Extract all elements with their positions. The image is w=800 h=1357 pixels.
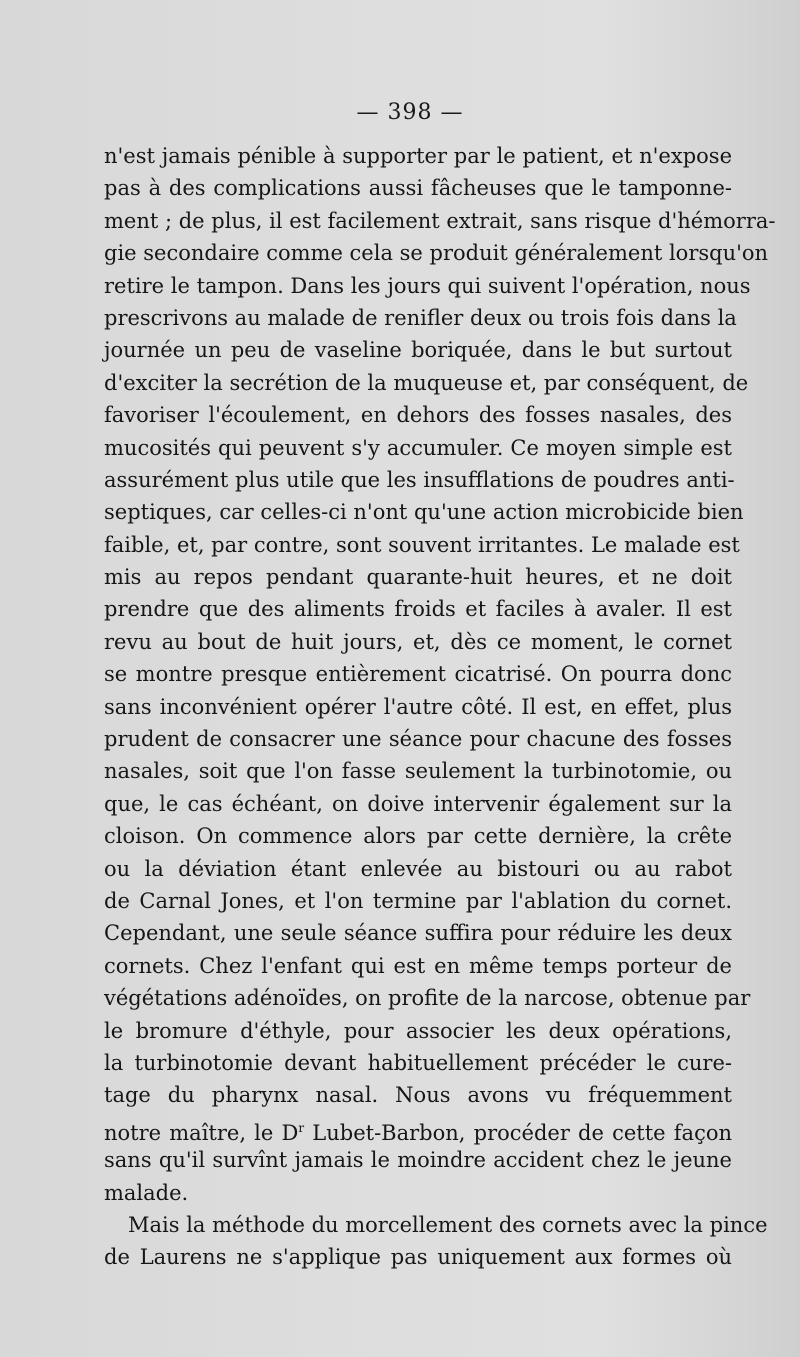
text-line (104, 1112, 732, 1144)
text-line: le bromure d'éthyle, pour associer les deux opérations, (104, 1018, 732, 1043)
superscript-r: r (298, 1120, 305, 1135)
text-line: la turbinotomie devant habituellement précéder le cure- (104, 1050, 732, 1075)
text-line: se montre presque entièrement cicatrisé. On pourra donc (104, 662, 732, 687)
text-line: revu au bout de huit jours, et, dès ce moment, le cornet (104, 629, 732, 654)
text-line: sans inconvénient opérer l'autre côté. Il est, en effet, plus (104, 694, 732, 719)
text-line: mis au repos pendant quarante-huit heures, et ne doit (104, 565, 732, 590)
text-line: n'est jamais pénible à supporter par le patient, et n'expose (104, 144, 732, 168)
text-line: végétations adénoïdes, on profite de la narcose, obtenue par (104, 986, 751, 1011)
text-line: malade. (104, 1180, 189, 1205)
body-text (104, 140, 776, 1274)
text-line: nasales, soit que l'on fasse seulement la turbinotomie, ou (104, 759, 732, 784)
text-line-segment: notre maître, le D (104, 1120, 299, 1145)
text-line: gie secondaire comme cela se produit généralement lorsqu'on (104, 241, 769, 266)
text-line: ment ; de plus, il est facilement extrait, sans risque d'hémorra- (104, 208, 776, 233)
text-line: septiques, car celles-ci n'ont qu'une action microbicide bien (104, 500, 744, 525)
text-line: de Carnal Jones, et l'on termine par l'ablation du cornet. (104, 888, 732, 913)
text-line: Mais la méthode du morcellement des cornets avec la pince (128, 1212, 768, 1237)
text-line: que, le cas échéant, on doive intervenir également sur la (104, 791, 732, 816)
text-line: Cependant, une seule séance suffira pour réduire les deux (104, 921, 732, 946)
text-line: prudent de consacrer une séance pour chacune des fosses (104, 727, 732, 752)
text-line: tage du pharynx nasal. Nous avons vu fréquemment (104, 1083, 732, 1108)
paragraph-2 (104, 1209, 768, 1274)
text-line: ou la déviation étant enlevée au bistouri ou au rabot (104, 856, 732, 881)
text-line: journée un peu de vaseline boriquée, dans le but surtout (104, 338, 732, 363)
text-line: favoriser l'écoulement, en dehors des fosses nasales, des (104, 403, 732, 428)
text-line: faible, et, par contre, sont souvent irritantes. Le malade est (104, 532, 740, 557)
text-line: cloison. On commence alors par cette dernière, la crête (104, 824, 732, 849)
text-line: mucosités qui peuvent s'y accumuler. Ce moyen simple est (104, 435, 732, 460)
text-line: assurément plus utile que les insufflations de poudres anti- (104, 467, 735, 492)
text-line: retire le tampon. Dans les jours qui suivent l'opération, nous (104, 273, 751, 298)
text-line-segment: Lubet-Barbon, procéder de cette façon (304, 1120, 733, 1145)
text-line: prendre que des aliments froids et faciles à avaler. Il est (104, 597, 732, 622)
text-line: prescrivons au malade de renifler deux ou trois fois dans la (104, 305, 737, 330)
text-line: pas à des complications aussi fâcheuses que le tamponne- (104, 176, 732, 201)
page-number: — 398 — (356, 100, 464, 125)
text-line: sans qu'il survînt jamais le moindre accident chez le jeune (104, 1148, 732, 1173)
paragraph-1 (104, 140, 776, 1112)
text-line: cornets. Chez l'enfant qui est en même temps porteur de (104, 953, 732, 978)
text-line: d'exciter la secrétion de la muqueuse et, par conséquent, de (104, 370, 749, 395)
text-line: de Laurens ne s'applique pas uniquement aux formes où (104, 1245, 732, 1270)
